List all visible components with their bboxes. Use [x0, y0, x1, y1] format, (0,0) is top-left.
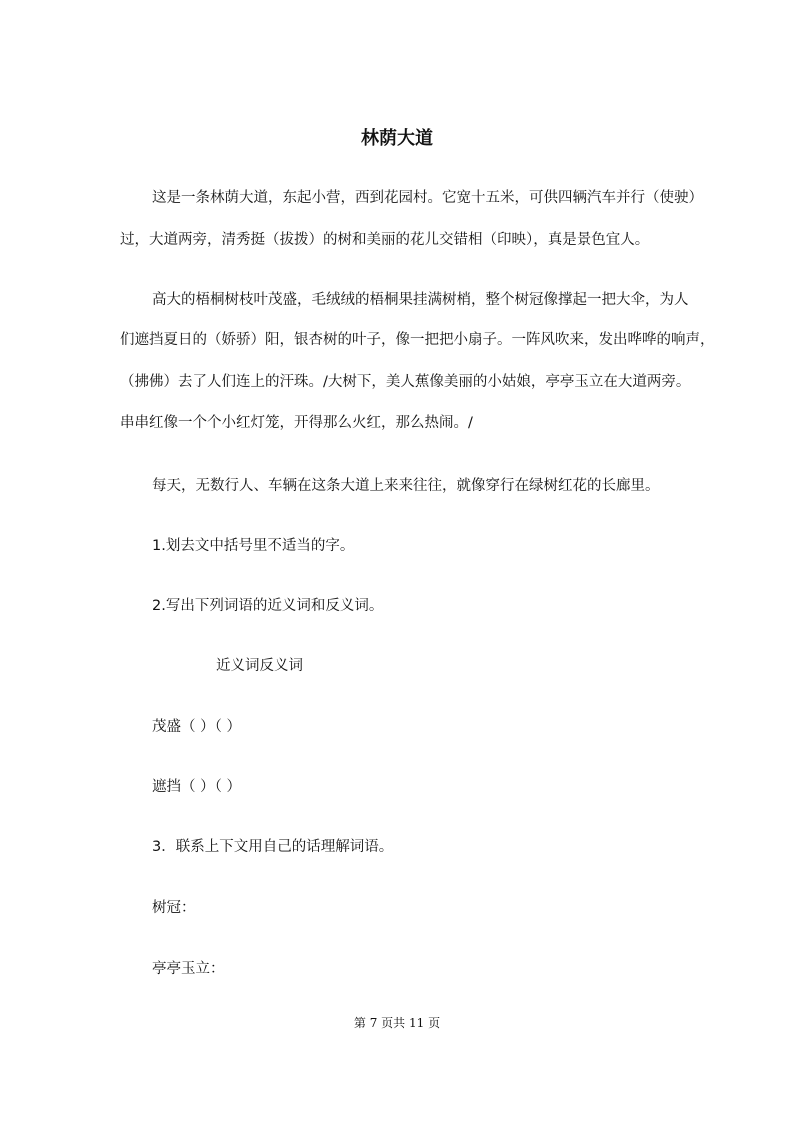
- paragraph-1-line-1: 这是一条林荫大道，东起小营，西到花园村。它宽十五米，可供四辆汽车并行（使驶）: [152, 190, 703, 206]
- paragraph-2-line-2: 们遮挡夏日的（娇骄）阳，银杏树的叶子，像一把把小扇子。一阵风吹来，发出哗哗的响声，: [120, 332, 715, 348]
- question-3-item-1: 树冠：: [152, 900, 196, 916]
- document-title: 林荫大道: [361, 128, 433, 149]
- question-2-row-1: 茂盛（ ）（ ）: [152, 719, 241, 735]
- question-2-header: 近义词反义词: [216, 658, 303, 674]
- question-2-row-2: 遮挡（ ）（ ）: [152, 779, 241, 795]
- paragraph-2-line-3: （拂佛）去了人们连上的汗珠。/大树下，美人蕉像美丽的小姑娘，亭亭玉立在大道两旁。: [120, 374, 691, 390]
- question-3: 3．联系上下文用自己的话理解词语。: [152, 839, 394, 855]
- question-2: 2.写出下列词语的近义词和反义词。: [152, 598, 384, 614]
- page-footer: 第 7 页共 11 页: [353, 1016, 441, 1030]
- question-3-item-2: 亭亭玉立：: [152, 961, 225, 977]
- paragraph-1-line-2: 过，大道两旁，清秀挺（拔拨）的树和美丽的花儿交错相（印映），真是景色宜人。: [120, 232, 650, 248]
- paragraph-3: 每天，无数行人、车辆在这条大道上来来往往，就像穿行在绿树红花的长廊里。: [152, 478, 660, 494]
- paragraph-2-line-1: 高大的梧桐树枝叶茂盛，毛绒绒的梧桐果挂满树梢，整个树冠像撑起一把大伞，为人: [152, 292, 689, 308]
- question-1: 1.划去文中括号里不适当的字。: [152, 538, 355, 554]
- paragraph-2-line-4: 串串红像一个个小红灯笼，开得那么火红，那么热闹。/: [120, 415, 473, 431]
